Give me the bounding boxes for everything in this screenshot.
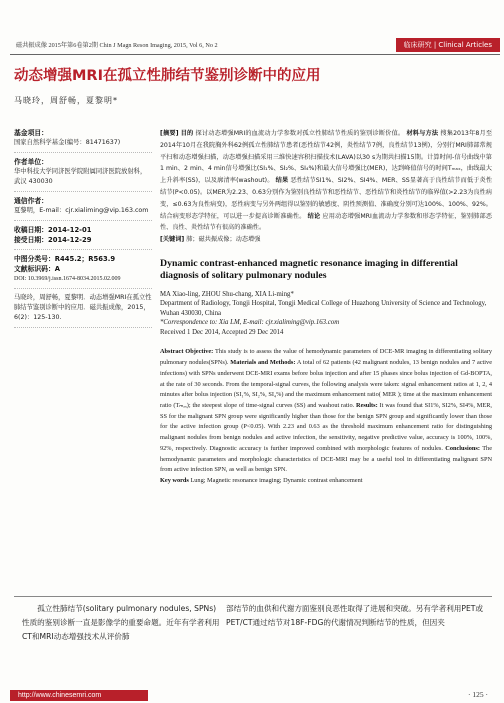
unit-text: 华中科技大学同济医学院附属同济医院放射科，武汉 430030 [14, 168, 147, 185]
res-text-en: It was found that SI1%, SI2%, SI4%, MER, SS for the malignant SPN group were significantly higher than those for the benign SPN group and significantly lower than those for the active infection group (P<0.05). With 2.23 and 0.63 as the threshold maximum enhancement ratio for distinguishing malignant nodules from benign nodules and active infection, the sensitivity, negative predictive value, accuracy is 100%, 100%, 92%, respectively. Diagnostic accuracy is further improved combined with morphologic features of nodules. [160, 401, 493, 452]
dates-block [14, 225, 152, 250]
citation-block [14, 293, 152, 328]
obj-label-en: Objective: [185, 348, 214, 356]
dates-en: Received 1 Dec 2014, Accepted 29 Dec 2014 [160, 328, 284, 336]
kw-label-cn: [关键词] [160, 236, 185, 244]
corr-text: 夏黎明，E-mail：cjr.xialiming@vip.163.com [14, 207, 149, 214]
abstract-en [160, 347, 492, 486]
mm-label-en: Materials and Methods: [230, 359, 296, 367]
mm-text-en: A total of 62 patients (42 malignant nodules, 13 benign nodules and 7 active infections) with SPNs underwent DCE-MRI exams before bolus injection and after 15 phases since bolus injection of Gd-BOPTA, at the rate of 30 seconds. From the temporal-signal curves, the following analysis were taken: signal enhancement ratios at 1, 2, 4 minutes after bolus injection (SI₁%, SI₂%, SI₄%) and the maximum enhancement ratio( MER ); time at the maximum enhancement ratio (Tₘₐₓ); the steepest slope of time-signal curves (SS) and washout ratio. [160, 359, 492, 409]
abstract-en-label: Abstract [160, 348, 184, 356]
con-label-cn: 结论 [307, 212, 321, 220]
correspondence-en: *Correspondence to: Xia LM, E-mail: cjr.xialiming@vip.163.com [160, 319, 340, 327]
kw-text-en: Lung; Magnetic resonance imaging; Dynamic contrast enhancement [190, 476, 363, 484]
fund-label: 基金项目： [14, 129, 48, 137]
abstract-cn [160, 128, 492, 246]
obj-text-cn: 探讨动态增强MRI的血流动力学参数对孤立性肺结节性质的鉴别诊断价值。 [195, 130, 405, 137]
accepted-date: 接受日期：2014-12-29 [14, 236, 92, 244]
con-text-en: The hemodynamic parameters and morphologic characteristics of DCE-MRI may be a useful tool in differentiating malignant SPN from active infection SPN, as well as benign SPN. [160, 444, 492, 474]
page-number: · 125 · [468, 690, 488, 699]
abstract-cn-label: [摘要] [160, 130, 179, 137]
mm-text-cn: 搜集2013年8月至2014年10月在我院胸外科62例孤立性肺结节患者(恶性结节42例，炎性结节7例，良性结节13例)，分别行MRI肺部常规平扫和动态增强扫描，动态增强扫描采用三维快速容积扫描技术(LAVA)以30 s为期共扫描15期。计算时间-信号曲线中第1 min、2 min、4 min信号增强比(SI₁%、SI₂%、SI₄%)和最大信号增强比(MER)，达到峰值信号的时间Tₘₐₓ，曲线最大上升斜率(SS)，以及廓清率(washout)。 [160, 130, 493, 185]
section-tag: 临床研究 | Clinical Articles [396, 38, 500, 52]
doi: DOI: 10.3969/j.issn.1674-8034.2015.02.009 [14, 276, 121, 282]
journal-info: 磁共振成像 2015年第6卷第2期 Chin J Magn Reson Imaging, 2015, Vol 6, No 2 [16, 42, 218, 49]
res-label-cn: 结果 [275, 177, 289, 185]
body-text-right: 部结节的血供和代谢方面鉴别良恶性取得了进展和突破。另有学者利用PET或PET/CT通过结节对18F-FDG的代谢情况判断结节的性质，但因夹 [226, 604, 484, 627]
page-header [10, 38, 500, 54]
body-text-left: 孤立性肺结节(solitary pulmonary nodules, SPNs)性质的鉴别诊断一直是影像学的重要命题。近年有学者利用CT和MRI动态增强技术从评价肺 [22, 604, 220, 641]
classification-block [14, 254, 152, 289]
affiliation-en: Department of Radiology, Tongji Hospital, Tongji Medical College of Huazhong University of Science and Technology, Wuhan 430030, China [160, 300, 487, 317]
kw-label-en: Key words [160, 476, 189, 484]
kw-text-cn: 肺；磁共振成像；动态增强 [186, 236, 261, 244]
con-label-en: Conclusions: [445, 444, 480, 452]
corr-label: 通信作者： [14, 197, 48, 205]
article-meta [14, 128, 152, 332]
corr-block [14, 196, 152, 221]
unit-label: 作者单位： [14, 158, 48, 166]
footer-url[interactable]: http://www.chinesemri.com [10, 690, 148, 701]
res-text-cn: 恶性结节SI1%、SI2%、SI4%、MER、SS显著高于良性结节而低于炎性结节(P<0.05)。以MER为2.23、0.63分别作为鉴别良性结节和恶性结节、恶性结节和炎性结节的临界值(>2.23为良性病变，≤0.63为良性病变)，恶性病变与另外两组得以鉴别的敏感度、阴性预测值、准确度分别可达100%、100%、92%。结合病变形态学特征，可以进一步提高诊断准确性。 [160, 177, 493, 220]
unit-block [14, 157, 152, 192]
fund-block [14, 128, 152, 153]
body-rule [14, 596, 492, 597]
res-label-en: Results: [356, 401, 378, 409]
clc-number: 中图分类号：R445.2；R563.9 [14, 255, 116, 263]
received-date: 收稿日期：2014-12-01 [14, 226, 92, 234]
abstract-column [160, 128, 492, 487]
header-rule [10, 54, 500, 55]
citation-text: 马晓玲，周舒畅，夏黎明．动态增强MRI在孤立性肺结节鉴别诊断中的应用．磁共振成像，2015，6(2)：125-130. [14, 294, 152, 321]
fund-text: 国家自然科学基金(编号：81471637) [14, 139, 121, 146]
obj-text-en: This study is to assess the value of hemodynamic parameters of DCE-MR imaging in differentiating solitary pulmonary nodules(SPNs). [160, 348, 492, 367]
con-text-cn: 应用动态增强MRI血流动力学参数和形态学特征，鉴别肺部恶性、良性、炎性结节有很高的准确性。 [160, 212, 493, 232]
article-title-cn: 动态增强MRI在孤立性肺结节鉴别诊断中的应用 [14, 68, 321, 84]
obj-label-cn: 目的 [180, 130, 194, 137]
authors-cn: 马晓玲，周舒畅，夏黎明* [14, 96, 118, 105]
authors-en [160, 290, 492, 338]
author-names-en: MA Xiao-ling, ZHOU Shu-chang, XIA Li-ming* [160, 290, 294, 298]
mm-label-cn: 材料与方法 [406, 130, 439, 137]
article-title-en: Dynamic contrast-enhanced magnetic resonance imaging in differential diagnosis of solitary pulmonary nodules [160, 257, 458, 281]
doc-code: 文献标识码：A [14, 265, 61, 273]
